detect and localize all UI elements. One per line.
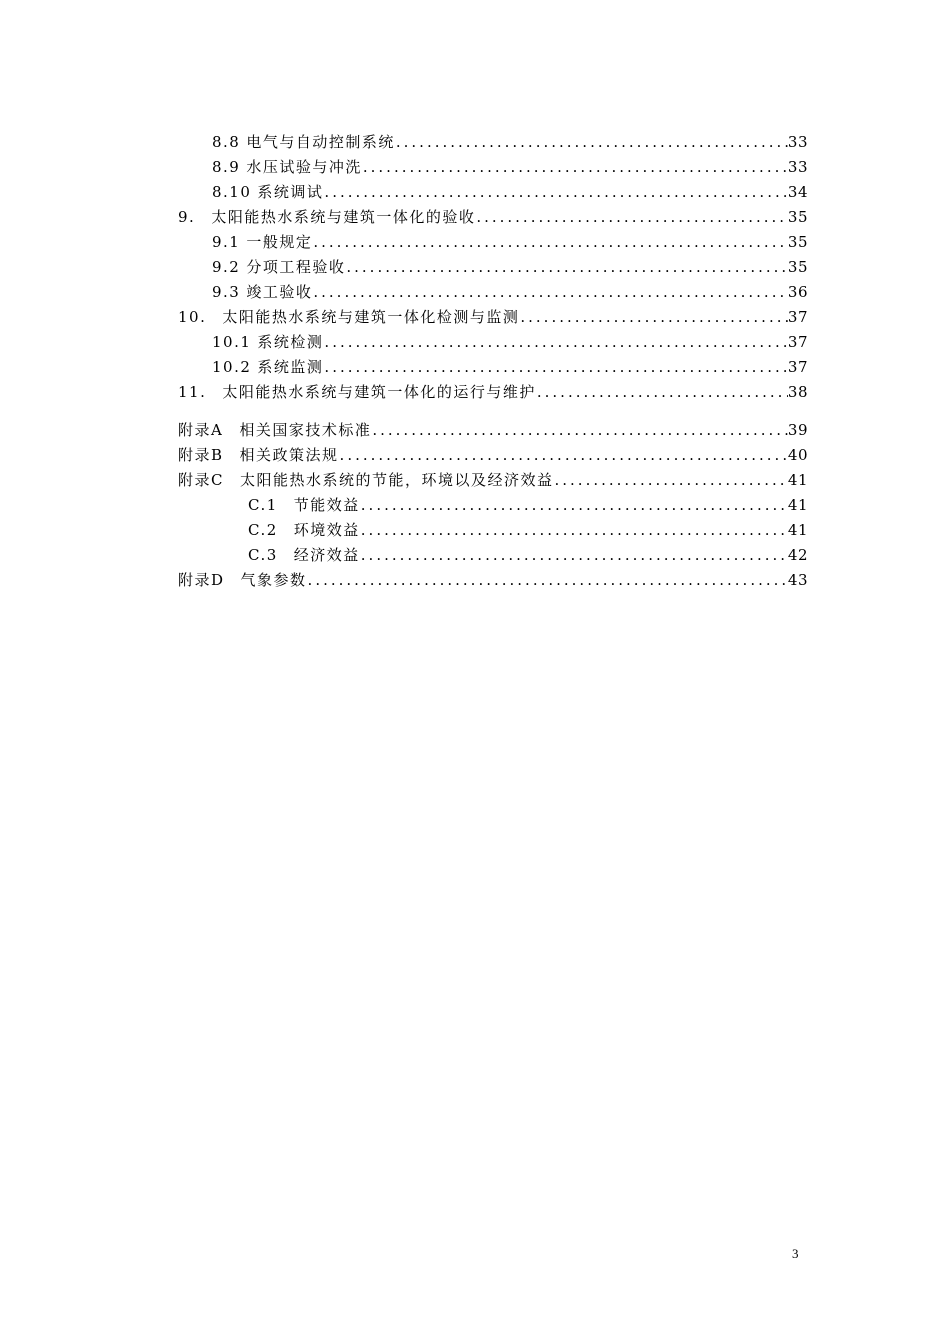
toc-entry-page: 34	[787, 183, 808, 201]
toc-entry-number: 11.	[178, 383, 207, 401]
toc-appendix[interactable]	[178, 414, 808, 439]
toc-leader-dots	[323, 333, 787, 351]
toc-entry-number: 9.1	[212, 233, 241, 251]
toc-leader-dots	[323, 183, 787, 201]
toc-entry-title: 系统调试	[257, 183, 324, 201]
toc-entry-page: 37	[787, 333, 808, 351]
toc-entry-title: 环境效益	[293, 521, 360, 539]
toc-appendix[interactable]	[178, 464, 808, 489]
toc-entry[interactable]	[178, 326, 808, 351]
toc-leader-dots	[323, 358, 787, 376]
toc-entry[interactable]	[178, 126, 808, 151]
toc-entry-title: 分项工程验收	[246, 258, 346, 276]
toc-entry[interactable]	[178, 276, 808, 301]
toc-leader-dots	[360, 521, 788, 539]
toc-entry-number: 10.1	[212, 333, 252, 351]
toc-entry[interactable]	[178, 514, 808, 539]
toc-entry[interactable]	[178, 151, 808, 176]
toc-leader-dots	[360, 496, 788, 514]
toc-entry-page: 33	[787, 158, 808, 176]
toc-entry-number: 附录B	[178, 446, 224, 464]
toc-entry-page: 40	[787, 446, 808, 464]
toc-entry-number: 10.2	[212, 358, 252, 376]
toc-entry-page: 37	[787, 358, 808, 376]
toc-leader-dots	[475, 208, 788, 226]
toc-entry-title: 太阳能热水系统与建筑一体化检测与监测	[222, 308, 520, 326]
toc-leader-dots	[345, 258, 788, 276]
toc-entry-title: 经济效益	[293, 546, 360, 564]
toc-entry-number: 8.10	[212, 183, 252, 201]
toc-entry-number: C.2	[248, 521, 278, 539]
toc-entry[interactable]	[178, 226, 808, 251]
toc-chapter[interactable]	[178, 301, 808, 326]
toc-entry-page: 38	[787, 383, 808, 401]
toc-entry-title: 太阳能热水系统与建筑一体化的验收	[211, 208, 476, 226]
toc-leader-dots	[554, 471, 788, 489]
toc-entry-page: 35	[787, 208, 808, 226]
toc-entry-number: 9.2	[212, 258, 241, 276]
toc-entry-number: 附录D	[178, 571, 225, 589]
toc-leader-dots	[371, 421, 788, 439]
toc-entry-title: 系统监测	[257, 358, 324, 376]
toc-entry-title: 水压试验与冲洗	[246, 158, 362, 176]
toc-entry-page: 41	[787, 521, 808, 539]
toc-chapter[interactable]	[178, 376, 808, 401]
toc-appendix[interactable]	[178, 439, 808, 464]
toc-appendix[interactable]	[178, 564, 808, 589]
toc-entry-title: 相关政策法规	[239, 446, 339, 464]
toc-leader-dots	[395, 133, 788, 151]
toc-entry-title: 竣工验收	[246, 283, 313, 301]
toc-entry-number: 8.8	[212, 133, 241, 151]
toc-entry[interactable]	[178, 251, 808, 276]
toc-entry-page: 33	[787, 133, 808, 151]
toc-entry-number: C.1	[248, 496, 278, 514]
toc-entry-title: 太阳能热水系统与建筑一体化的运行与维护	[222, 383, 536, 401]
toc-entry-number: C.3	[248, 546, 278, 564]
toc-entry-page: 41	[787, 471, 808, 489]
toc-entry-number: 附录A	[178, 421, 224, 439]
toc-entry-title: 气象参数	[240, 571, 307, 589]
toc-entry-page: 37	[787, 308, 808, 326]
toc-entry-number: 10.	[178, 308, 207, 326]
toc-entry-title: 太阳能热水系统的节能，环境以及经济效益	[239, 471, 554, 489]
toc-entry-title: 相关国家技术标准	[239, 421, 372, 439]
toc-leader-dots	[362, 158, 788, 176]
toc-entry-title: 一般规定	[246, 233, 313, 251]
toc-entry[interactable]	[178, 539, 808, 564]
toc-leader-dots	[536, 383, 788, 401]
toc-leader-dots	[307, 571, 788, 589]
toc-entry-title: 系统检测	[257, 333, 324, 351]
toc-entry-page: 35	[787, 258, 808, 276]
toc-entry-number: 8.9	[212, 158, 241, 176]
table-of-contents	[178, 126, 808, 589]
toc-entry[interactable]	[178, 351, 808, 376]
toc-entry-page: 43	[787, 571, 808, 589]
toc-leader-dots	[519, 308, 788, 326]
toc-leader-dots	[339, 446, 788, 464]
toc-entry-page: 42	[787, 546, 808, 564]
toc-entry-number: 附录C	[178, 471, 224, 489]
toc-leader-dots	[360, 546, 788, 564]
toc-entry-page: 41	[787, 496, 808, 514]
toc-leader-dots	[312, 233, 788, 251]
toc-chapter[interactable]	[178, 201, 808, 226]
toc-entry[interactable]	[178, 176, 808, 201]
toc-entry-title: 电气与自动控制系统	[246, 133, 395, 151]
toc-entry[interactable]	[178, 489, 808, 514]
toc-entry-page: 35	[787, 233, 808, 251]
toc-entry-number: 9.3	[212, 283, 241, 301]
toc-entry-number: 9.	[178, 208, 196, 226]
toc-entry-page: 39	[787, 421, 808, 439]
toc-leader-dots	[312, 283, 788, 301]
toc-entry-page: 36	[787, 283, 808, 301]
toc-entry-title: 节能效益	[293, 496, 360, 514]
page-number: 3	[792, 1246, 799, 1261]
